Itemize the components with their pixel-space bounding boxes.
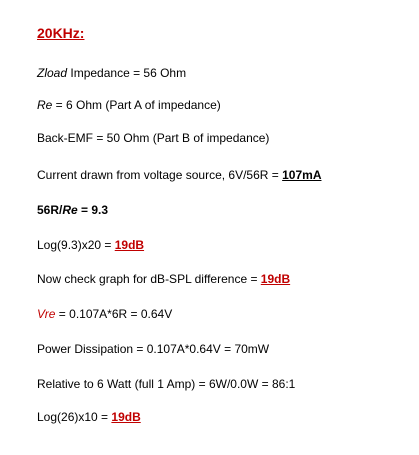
power-line	[37, 342, 269, 356]
power-text: Power Dissipation = 0.107A*0.64V = 70mW	[37, 342, 270, 356]
graph-check-value: 19dB	[260, 272, 291, 286]
re-text: = 6 Ohm (Part A of impedance)	[52, 98, 221, 112]
zload-line	[37, 66, 186, 80]
re-line	[37, 98, 221, 112]
ratio-prefix: 56R/	[37, 203, 63, 217]
relative-text: Relative to 6 Watt (full 1 Amp) = 6W/0.0W = 86:1	[37, 377, 296, 391]
section-heading: 20KHz:	[37, 25, 85, 41]
ratio-line	[37, 203, 108, 217]
log-ratio-text: Log(9.3)x20 =	[37, 238, 115, 252]
zload-symbol: Zload	[37, 66, 68, 80]
ratio-tail: = 9.3	[77, 203, 109, 217]
log-relative-text: Log(26)x10 =	[37, 410, 112, 424]
log-ratio-value: 19dB	[114, 238, 145, 252]
back-emf-text: Back-EMF = 50 Ohm (Part B of impedance)	[37, 131, 270, 145]
current-text: Current drawn from voltage source, 6V/56R =	[37, 168, 283, 182]
back-emf-line	[37, 131, 269, 145]
current-value: 107mA	[282, 168, 322, 182]
log-ratio-line	[37, 238, 144, 252]
ratio-symbol: Re	[62, 203, 78, 217]
vre-symbol: Vre	[37, 307, 56, 321]
log-relative-value: 19dB	[111, 410, 141, 424]
vre-line	[37, 307, 172, 321]
graph-check-text: Now check graph for dB-SPL difference =	[37, 272, 261, 286]
vre-text: = 0.107A*6R = 0.64V	[55, 307, 173, 321]
log-relative-line	[37, 410, 141, 424]
re-symbol: Re	[37, 98, 53, 112]
current-line	[37, 168, 321, 182]
zload-text: Impedance = 56 Ohm	[67, 66, 187, 80]
graph-check-line	[37, 272, 290, 286]
relative-line	[37, 377, 295, 391]
